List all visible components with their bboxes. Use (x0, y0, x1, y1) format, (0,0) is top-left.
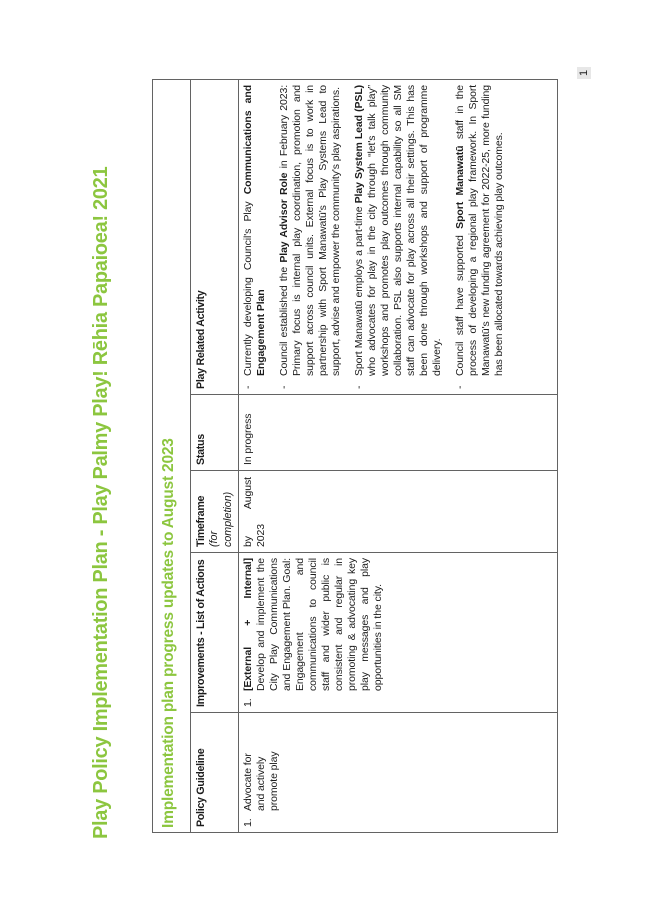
timeframe-month: August (242, 477, 254, 510)
text-segment: in February 2023: Primary focus is internal play coordination, promotion and support across council units. External focus is to work in partnership with Sport Manawatū's Play Systems Lead to support, advise and empower the community's play aspirations. (278, 84, 343, 376)
text-segment-bold: Play Advisor Role (278, 172, 291, 263)
header-timeframe-note: (for completion) (208, 491, 234, 547)
activity-bullet (242, 85, 268, 389)
header-play-related-activity: Play Related Activity (191, 79, 239, 394)
cell-timeframe (239, 471, 558, 553)
timeframe-line-1 (242, 476, 255, 547)
policy-guideline-item (242, 718, 281, 827)
implementation-plan-table (152, 79, 558, 833)
improvement-number: 1. (242, 698, 254, 707)
text-segment-bold: Play System Lead (PSL) (353, 84, 366, 204)
text-segment: staff in the process of developing a regional play framework. In Sport Manawatū's new funding agreement for 2022-25, more funding has been allocated towards achieving play outcomes. (454, 84, 506, 376)
table-header-row (191, 79, 239, 832)
bullet-dash: - (278, 385, 291, 389)
improvement-item (242, 558, 385, 707)
text-segment: Develop and implement the City Play Communications and Engagement Plan. Goal: Engagement and communications to council staff and wider public is consistent and regular in promoting & advocating key play messages and play opportunities in the city. (255, 558, 385, 691)
bullet-text (242, 85, 268, 376)
cell-status: In progress (239, 395, 558, 471)
text-segment: who advocates for play in the city through “let's talk play” workshops and promotes play outcomes through community collaboration. PSL also supports internal capability so all SM staff can advocate for play across all their settings. This has been done through workshops and support of programme delivery. (366, 84, 444, 376)
policy-guideline-number: 1. (242, 818, 254, 827)
activity-bullet (353, 85, 444, 389)
table-subtitle: Implementation plan progress updates to August 2023 (153, 79, 191, 832)
text-segment: Council established the (278, 262, 291, 376)
text-segment-bold: Sport Manawatū (454, 145, 467, 229)
policy-guideline-text: Advocate for and actively promote play (242, 751, 281, 811)
text-segment: Currently developing Council's Play (242, 194, 254, 376)
document-title: Play Policy Implementation Plan - Play Palmy Play! Rēhia Papaioea! 2021 (90, 166, 112, 839)
header-policy-guideline: Policy Guideline (191, 713, 239, 833)
cell-improvements (239, 553, 558, 713)
activity-bullet (454, 85, 506, 389)
activity-bullet (278, 85, 343, 389)
bullet-text (353, 85, 444, 376)
header-status: Status (191, 395, 239, 471)
timeframe-by: by (242, 536, 254, 547)
table-subtitle-row (153, 79, 191, 832)
text-segment-bold: Communications and Engagement Plan (242, 84, 268, 376)
bullet-dash: - (242, 385, 254, 389)
header-timeframe (191, 471, 239, 553)
bullet-text (454, 85, 506, 376)
header-improvements: Improvements - List of Actions (191, 553, 239, 713)
improvement-text (242, 558, 385, 691)
text-segment: Council staff have supported (454, 228, 467, 376)
page-number: 1 (577, 67, 591, 79)
timeframe-year: 2023 (255, 524, 268, 547)
bullet-dash: - (353, 385, 366, 389)
cell-policy-guideline (239, 713, 558, 833)
activity-bullet-list (242, 85, 506, 389)
cell-play-related-activity (239, 79, 558, 394)
text-segment: Sport Manawatū employs a part-time (353, 203, 366, 376)
bullet-text (278, 85, 343, 376)
header-timeframe-label: Timeframe (195, 495, 207, 547)
bullet-dash: - (454, 385, 467, 389)
table-data-row (239, 79, 558, 832)
text-segment-bold: [External + Internal] (242, 558, 254, 691)
